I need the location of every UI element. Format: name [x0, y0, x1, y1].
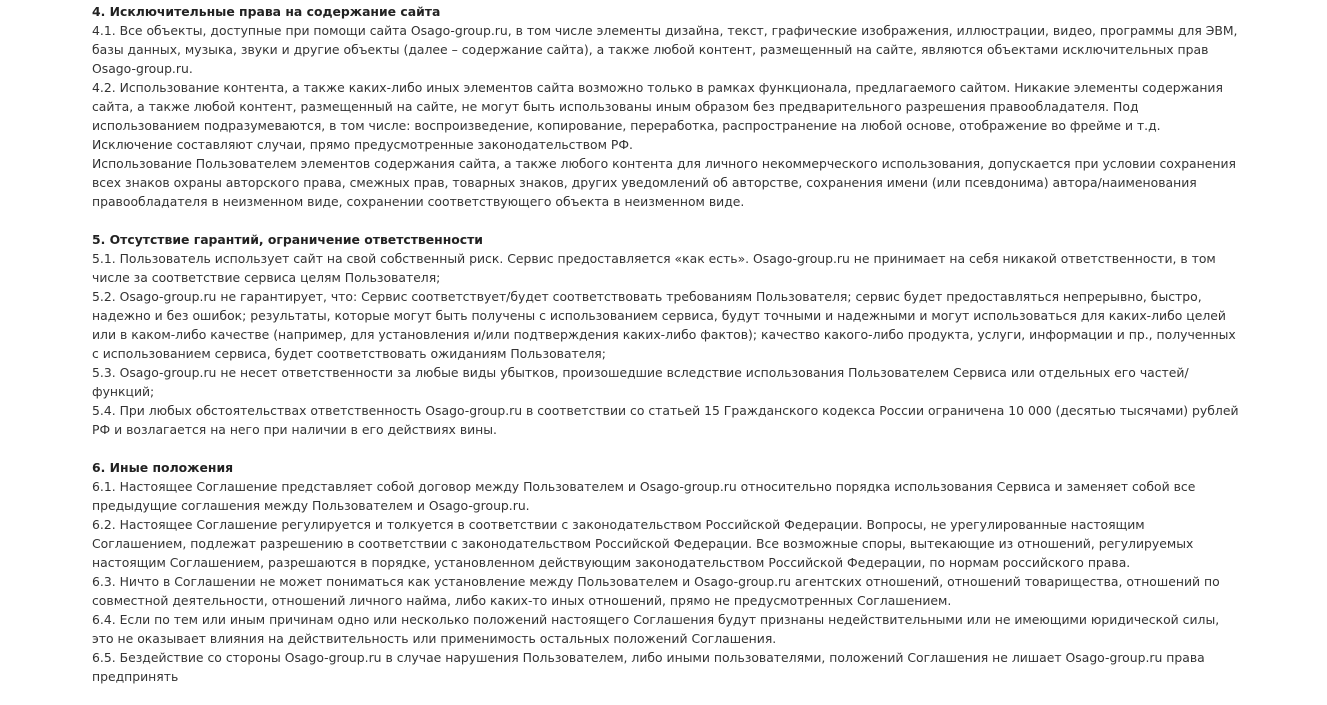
- paragraph-4-2: 4.2. Использование контента, а также каких-либо иных элементов сайта возможно только в рамках функционала, предлагаемого сайтом. Никакие элементы содержания сайта, а также любой контент, размещенный на сайте, не могут быть использованы иным образом без предварительного разрешения правообладателя. Под использованием подразумеваются, в том числе: воспроизведение, копирование, переработка, распространение на любой основе, отображение во фрейме и т.д. Исключение составляют случаи, прямо предусмотренные законодательством РФ.: [92, 80, 1223, 152]
- section-title: 4. Исключительные права на содержание сайта: [92, 4, 441, 19]
- paragraph-4-2-usage: Использование Пользователем элементов содержания сайта, а также любого контента для личного некоммерческого использования, допускается при условии сохранения всех знаков охраны авторского права, смежных прав, товарных знаков, других уведомлений об авторстве, сохранения имени (или псевдонима) автора/наименования правообладателя в неизменном виде, сохранении соответствующего объекта в неизменном виде.: [92, 156, 1236, 209]
- section-no-warranties: [92, 230, 1242, 439]
- agreement-text: [92, 2, 1242, 705]
- section-exclusive-rights: [92, 2, 1242, 211]
- paragraph-5-1: 5.1. Пользователь использует сайт на свой собственный риск. Сервис предоставляется «как есть». Osago-group.ru не принимает на себя никакой ответственности, в том числе за соответствие сервиса целям Пользователя;: [92, 251, 1216, 285]
- paragraph-5-4: 5.4. При любых обстоятельствах ответственность Osago-group.ru в соответствии со статьей 15 Гражданского кодекса России ограничена 10 000 (десятью тысячами) рублей РФ и возлагается на него при наличии в его действиях вины.: [92, 403, 1239, 437]
- paragraph-5-2: 5.2. Osago-group.ru не гарантирует, что: Сервис соответствует/будет соответствовать требованиям Пользователя; сервис будет предоставляться непрерывно, быстро, надежно и без ошибок; результаты, которые могут быть получены с использованием сервиса, будут точными и надежными и могут использоваться для каких-либо целей или в каком-либо качестве (например, для установления и/или подтверждения каких-либо фактов); качество какого-либо продукта, услуги, информации и пр., полученных с использованием сервиса, будет соответствовать ожиданиям Пользователя;: [92, 289, 1236, 361]
- paragraph-4-1: 4.1. Все объекты, доступные при помощи сайта Osago-group.ru, в том числе элементы дизайна, текст, графические изображения, иллюстрации, видео, программы для ЭВМ, базы данных, музыка, звуки и другие объекты (далее – содержание сайта), а также любой контент, размещенный на сайте, являются объектами исключительных прав Osago-group.ru.: [92, 23, 1238, 76]
- paragraph-6-1: 6.1. Настоящее Соглашение представляет собой договор между Пользователем и Osago-group.ru относительно порядка использования Сервиса и заменяет собой все предыдущие соглашения между Пользователем и Osago-group.ru.: [92, 479, 1196, 513]
- section-other-provisions: [92, 458, 1242, 686]
- paragraph-6-2: 6.2. Настоящее Соглашение регулируется и толкуется в соответствии с законодательством Российской Федерации. Вопросы, не урегулированные настоящим Соглашением, подлежат разрешению в соответствии с законодательством Российской Федерации. Все возможные споры, вытекающие из отношений, регулируемых настоящим Соглашением, разрешаются в порядке, установленном действующим законодательством Российской Федерации, по нормам российского права.: [92, 517, 1194, 570]
- paragraph-6-3: 6.3. Ничто в Соглашении не может пониматься как установление между Пользователем и Osago-group.ru агентских отношений, отношений товарищества, отношений по совместной деятельности, отношений личного найма, либо каких-то иных отношений, прямо не предусмотренных Соглашением.: [92, 574, 1220, 608]
- paragraph-6-5: 6.5. Бездействие со стороны Osago-group.ru в случае нарушения Пользователем, либо иными пользователями, положений Соглашения не лишает Osago-group.ru права предпринять: [92, 650, 1205, 684]
- section-title: 6. Иные положения: [92, 460, 234, 475]
- paragraph-6-4: 6.4. Если по тем или иным причинам одно или несколько положений настоящего Соглашения будут признаны недействительными или не имеющими юридической силы, это не оказывает влияния на действительность или применимость остальных положений Соглашения.: [92, 612, 1220, 646]
- paragraph-5-3: 5.3. Osago-group.ru не несет ответственности за любые виды убытков, произошедшие вследствие использования Пользователем Сервиса или отдельных его частей/функций;: [92, 365, 1189, 399]
- section-title: 5. Отсутствие гарантий, ограничение ответственности: [92, 232, 483, 247]
